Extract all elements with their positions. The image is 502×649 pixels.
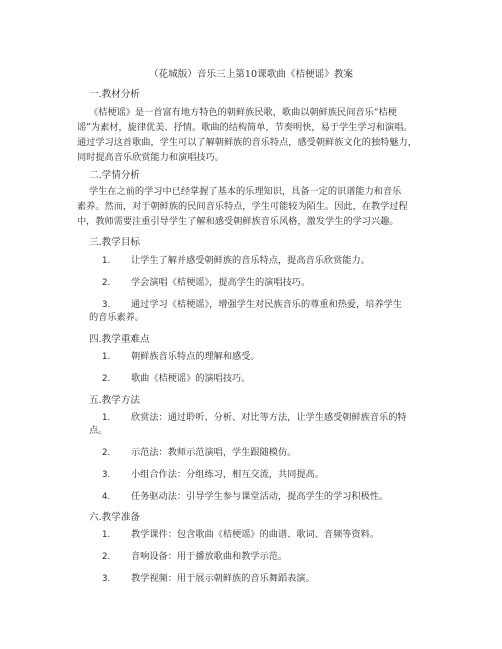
paragraph-line: 中，教师需要注重引导学生了解和感受朝鲜族音乐风格，激发学生的学习兴趣。 (77, 216, 399, 227)
list-number: 1. (102, 530, 111, 540)
list-item (102, 275, 424, 291)
list-item-continuation: 的音乐素养。 (89, 312, 145, 323)
section-heading-6: 六.教学准备 (89, 512, 141, 523)
list-text: 教学课件：包含歌曲《桔梗谣》的曲谱、歌词、音频等资料。 (131, 529, 380, 540)
list-item-continuation: 点。 (89, 425, 108, 436)
list-item (102, 467, 424, 483)
list-number: 3. (102, 574, 111, 584)
list-item (102, 445, 424, 461)
list-number: 3. (102, 300, 111, 310)
list-number: 2. (102, 448, 111, 458)
paragraph-line: 通过学习这首歌曲，学生可以了解朝鲜族的音乐特点，感受朝鲜族文化的独特魅力， (77, 137, 417, 148)
list-text: 教学视频：用于展示朝鲜族的音乐舞蹈表演。 (131, 573, 315, 584)
paragraph-line: 素养。然而，对于朝鲜族的民间音乐特点，学生可能较为陌生。因此，在教学过程 (77, 201, 408, 212)
list-item (102, 371, 424, 387)
list-item (102, 253, 424, 269)
list-text: 小组合作法：分组练习，相互交流，共同提高。 (131, 469, 324, 480)
list-text: 歌曲《桔梗谣》的演唱技巧。 (131, 373, 251, 384)
paragraph-line: 谣”为素材，旋律优美、抒情。歌曲的结构简单，节奏明快，易于学生学习和演唱。 (77, 122, 413, 133)
section-paragraph-1 (77, 105, 422, 165)
list-number: 1. (102, 256, 111, 266)
list-number: 2. (102, 278, 111, 288)
paragraph-line: 《桔梗谣》是一首富有地方特色的朝鲜族民歌，歌曲以朝鲜族民间音乐“桔梗 (89, 107, 397, 118)
list-number: 3. (102, 470, 111, 480)
section-heading-4: 四.教学重难点 (89, 334, 150, 345)
list-text: 示范法：教师示范演唱，学生跟随模仿。 (131, 447, 297, 458)
list-item (102, 527, 424, 543)
list-number: 2. (102, 552, 111, 562)
list-text: 通过学习《桔梗谣》，增强学生对民族音乐的尊重和热爱，培养学生 (131, 299, 403, 310)
section-heading-2: 二.学情分析 (89, 170, 141, 181)
section-heading-3: 三.教学目标 (89, 237, 141, 248)
section-heading-5: 五.教学方法 (89, 395, 141, 406)
list-number: 4. (102, 492, 111, 502)
list-number: 1. (102, 352, 111, 362)
list-text: 朝鲜族音乐特点的理解和感受。 (131, 351, 260, 362)
list-item (102, 489, 424, 505)
list-item (102, 349, 424, 365)
paragraph-line: 同时提高音乐欣赏能力和演唱技巧。 (77, 152, 224, 163)
list-text: 音响设备：用于播放歌曲和教学示范。 (131, 551, 288, 562)
list-text: 任务驱动法：引导学生参与课堂活动，提高学生的学习积极性。 (131, 491, 389, 502)
list-text: 欣赏法：通过聆听、分析、对比等方法，让学生感受朝鲜族音乐的特 (131, 412, 407, 423)
section-paragraph-2 (77, 184, 422, 229)
paragraph-line: 学生在之前的学习中已经掌握了基本的乐理知识，具备一定的识谱能力和音乐 (89, 186, 402, 197)
list-item (102, 549, 424, 565)
section-heading-1: 一.教材分析 (89, 89, 141, 100)
document-title: （花城版）音乐三上第10课歌曲《桔梗谣》教案 (148, 69, 354, 80)
list-number: 2. (102, 374, 111, 384)
list-text: 学会演唱《桔梗谣》，提高学生的演唱技巧。 (131, 277, 311, 288)
list-number: 1. (102, 413, 111, 423)
list-text: 让学生了解并感受朝鲜族的音乐特点，提高音乐欣赏能力。 (131, 255, 370, 266)
list-item (102, 571, 424, 587)
